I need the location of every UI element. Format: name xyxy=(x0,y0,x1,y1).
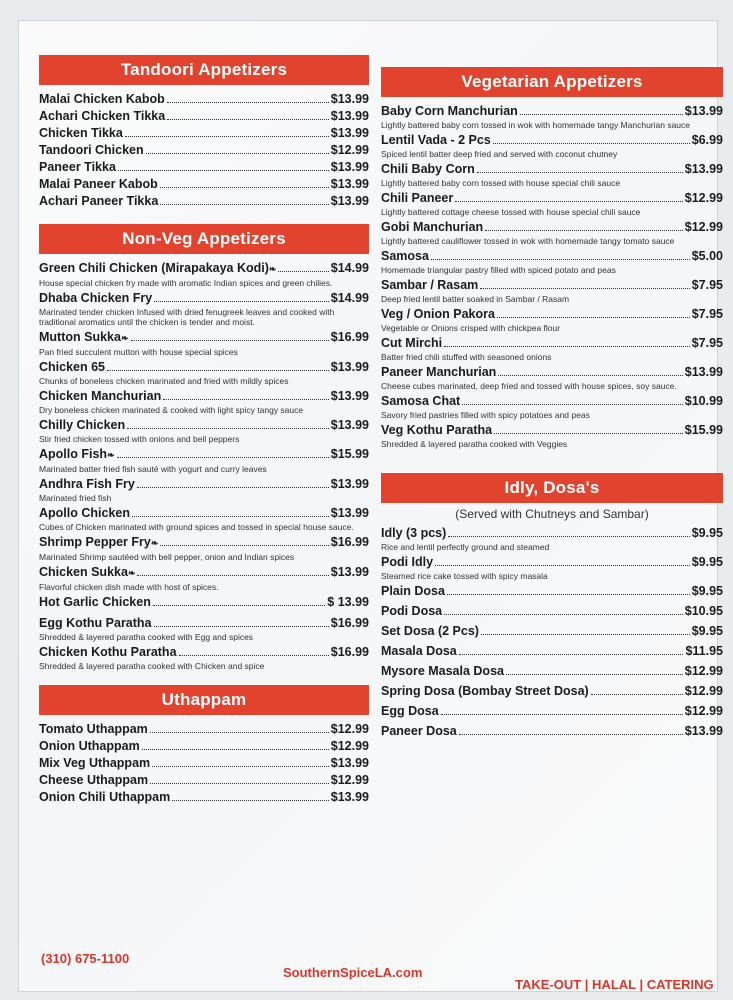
menu-item: Chicken Sukka ❧ $13.99 xyxy=(39,564,369,582)
item-description: Batter fried chili stuffed with seasoned onions xyxy=(381,352,552,362)
menu-item: Egg Dosa $12.99 xyxy=(381,704,723,718)
uthappam-header: Uthappam xyxy=(39,685,369,715)
right-column xyxy=(381,67,723,740)
menu-item: Paneer Tikka $13.99 xyxy=(39,160,369,174)
menu-item: Chicken Kothu Paratha $16.99 xyxy=(39,645,369,659)
item-description: Dry boneless chicken marinated & cooked with light spicy tangy sauce xyxy=(39,405,304,415)
menu-item: Mysore Masala Dosa $12.99 xyxy=(381,664,723,678)
menu-item: Plain Dosa $9.95 xyxy=(381,584,723,598)
menu-page xyxy=(18,20,723,992)
menu-item: Samosa $5.00 xyxy=(381,249,723,263)
phone-number[interactable]: (310) 675-1100 xyxy=(41,951,130,966)
uthappam-list xyxy=(39,721,369,806)
menu-item: Tandoori Chicken $12.99 xyxy=(39,143,369,157)
left-column xyxy=(39,55,369,806)
item-description: Lightly battered cauliflower tossed in wok with homemade tangy tomato sauce xyxy=(381,236,675,246)
menu-item: Chili Paneer $12.99 xyxy=(381,191,723,205)
chili-icon: ❧ xyxy=(150,538,159,548)
menu-item: Andhra Fish Fry $13.99 xyxy=(39,477,369,491)
chili-icon: ❧ xyxy=(120,333,129,343)
item-description: Marinated Shrimp sautéed with bell pepper, onion and Indian spices xyxy=(39,552,295,562)
item-description: Homemade triangular pastry filled with spiced potato and peas xyxy=(381,265,616,275)
vegetarian-header: Vegetarian Appetizers xyxy=(381,67,723,97)
website-link[interactable]: SouthernSpiceLA.com xyxy=(283,965,423,980)
menu-item: Chicken 65 $13.99 xyxy=(39,360,369,374)
menu-item: Podi Idly $9.95 xyxy=(381,555,723,569)
menu-item: Malai Chicken Kabob $13.99 xyxy=(39,92,369,106)
menu-item: Shrimp Pepper Fry ❧ $16.99 xyxy=(39,534,369,552)
menu-item: Tomato Uthappam $12.99 xyxy=(39,722,369,736)
item-description: Savory fried pastries filled with spicy potatoes and peas xyxy=(381,410,590,420)
chili-icon: ❧ xyxy=(127,568,136,578)
menu-item: Egg Kothu Paratha $16.99 xyxy=(39,616,369,630)
item-description: Lightly battered baby corn tossed with house special chili sauce xyxy=(381,178,621,188)
item-description: Marinated tender chicken Infused with dried fenugreek leaves and cooked with traditional aromatics until the chicken is tender and moist. xyxy=(39,307,335,327)
item-description: Steamed rice cake tossed with spicy masala xyxy=(381,571,548,581)
menu-item: Green Chili Chicken (Mirapakaya Kodi) ❧ $14.99 xyxy=(39,260,369,278)
chili-icon: ❧ xyxy=(268,264,277,274)
menu-item: Chicken Tikka $13.99 xyxy=(39,126,369,140)
menu-item: Veg / Onion Pakora $7.95 xyxy=(381,307,723,321)
nonveg-list xyxy=(39,260,369,671)
item-description: Spiced lentil batter deep fried and served with coconut chutney xyxy=(381,149,618,159)
tandoori-list xyxy=(39,91,369,210)
menu-item: Veg Kothu Paratha $15.99 xyxy=(381,423,723,437)
item-description: Lightly battered cottage cheese tossed with house special chili sauce xyxy=(381,207,641,217)
menu-item: Onion Uthappam $12.99 xyxy=(39,739,369,753)
menu-item: Samosa Chat $10.99 xyxy=(381,394,723,408)
menu-item: Spring Dosa (Bombay Street Dosa) $12.99 xyxy=(381,684,723,698)
idly-dosa-subtitle: (Served with Chutneys and Sambar) xyxy=(455,507,649,521)
menu-item: Paneer Manchurian $13.99 xyxy=(381,365,723,379)
item-description: Marinated batter fried fish sauté with yogurt and curry leaves xyxy=(39,464,267,474)
idly-dosa-list xyxy=(381,525,723,740)
item-description: Stir fried chicken tossed with onions and bell peppers xyxy=(39,434,240,444)
menu-item: Chili Baby Corn $13.99 xyxy=(381,162,723,176)
menu-item: Dhaba Chicken Fry $14.99 xyxy=(39,291,369,305)
menu-item: Cheese Uthappam $12.99 xyxy=(39,773,369,787)
idly-dosa-header: Idly, Dosa's xyxy=(381,473,723,503)
menu-item: Idly (3 pcs) $9.95 xyxy=(381,526,723,540)
item-description: Rice and lentil perfectly ground and steamed xyxy=(381,542,550,552)
menu-item: Masala Dosa $11.95 xyxy=(381,644,723,658)
menu-item: Malai Paneer Kabob $13.99 xyxy=(39,177,369,191)
menu-item: Cut Mirchi $7.95 xyxy=(381,336,723,350)
menu-item: Mutton Sukka ❧ $16.99 xyxy=(39,329,369,347)
item-description: Shredded & layered paratha cooked with Veggies xyxy=(381,439,568,449)
menu-item: Podi Dosa $10.95 xyxy=(381,604,723,618)
item-description: Vegetable or Onions crisped with chickpea flour xyxy=(381,323,561,333)
menu-item: Chicken Manchurian $13.99 xyxy=(39,389,369,403)
service-tags: TAKE-OUT | HALAL | CATERING xyxy=(515,977,714,992)
tandoori-header: Tandoori Appetizers xyxy=(39,55,369,85)
menu-item: Apollo Chicken $13.99 xyxy=(39,506,369,520)
menu-item: Hot Garlic Chicken $ 13.99 xyxy=(39,595,369,609)
menu-item: Chilly Chicken $13.99 xyxy=(39,418,369,432)
nonveg-header: Non-Veg Appetizers xyxy=(39,224,369,254)
item-description: Shredded & layered paratha cooked with Chicken and spice xyxy=(39,661,265,671)
item-description: Marinated fried fish xyxy=(39,493,112,503)
menu-item: Set Dosa (2 Pcs) $9.95 xyxy=(381,624,723,638)
item-description: House special chicken fry made with aromatic Indian spices and green chilies. xyxy=(39,278,333,288)
menu-item: Paneer Dosa $13.99 xyxy=(381,724,723,738)
menu-item: Lentil Vada - 2 Pcs $6.99 xyxy=(381,133,723,147)
menu-item: Apollo Fish ❧ $15.99 xyxy=(39,446,369,464)
chili-icon: ❧ xyxy=(107,450,115,460)
menu-item: Mix Veg Uthappam $13.99 xyxy=(39,756,369,770)
item-description: Pan fried succulent mutton with house special spices xyxy=(39,347,238,357)
item-description: Lightly battered baby corn tossed in wok with homemade tangy Manchurian sauce xyxy=(381,120,691,130)
menu-item: Achari Chicken Tikka $13.99 xyxy=(39,109,369,123)
item-description: Flavorful chicken dish made with host of spices. xyxy=(39,582,219,592)
item-description: Deep fried lentil batter soaked in Sambar / Rasam xyxy=(381,294,570,304)
item-description: Cheese cubes marinated, deep fried and tossed with house spices, soy sauce. xyxy=(381,381,677,391)
vegetarian-list xyxy=(381,103,723,449)
menu-item: Baby Corn Manchurian $13.99 xyxy=(381,104,723,118)
item-description: Chunks of boneless chicken marinated and fried with mildly spices xyxy=(39,376,289,386)
menu-item: Onion Chili Uthappam $13.99 xyxy=(39,790,369,804)
item-description: Cubes of Chicken marinated with ground spices and tossed in special house sauce. xyxy=(39,522,354,532)
menu-item: Sambar / Rasam $7.95 xyxy=(381,278,723,292)
menu-item: Achari Paneer Tikka $13.99 xyxy=(39,194,369,208)
item-description: Shredded & layered paratha cooked with Egg and spices xyxy=(39,632,254,642)
menu-item: Gobi Manchurian $12.99 xyxy=(381,220,723,234)
